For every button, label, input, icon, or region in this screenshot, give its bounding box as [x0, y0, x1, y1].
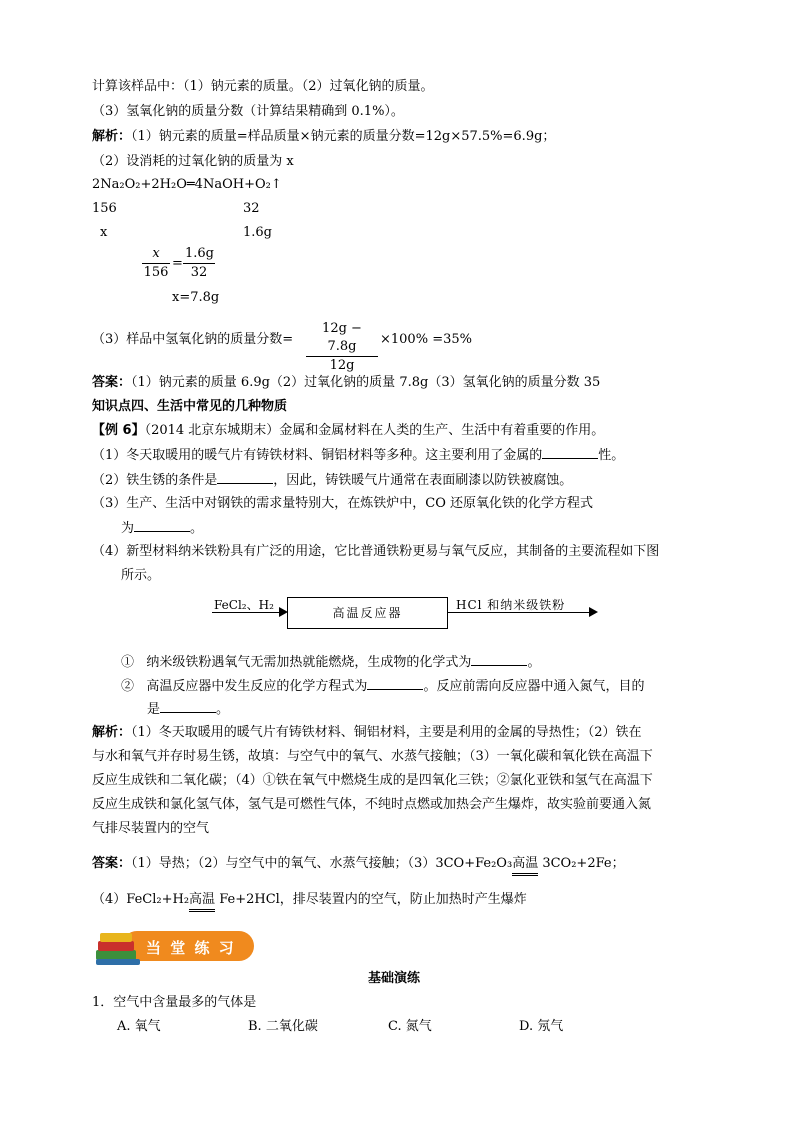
solution-value: x=7.8g: [172, 290, 220, 305]
reactor-box: 高温反应器: [287, 597, 448, 629]
mass-ratio: 32: [243, 201, 260, 216]
fraction-numerator: 12g − 7.8g: [306, 320, 378, 357]
question-text: 纳米级铁粉遇氧气无需加热就能燃烧，生成物的化学式为: [146, 655, 472, 670]
answer-text: （1）钠元素的质量 6.9g（2）过氧化钠的质量 7.8g（3）氢氧化钠的质量分数 35: [131, 375, 601, 390]
option-c: C. 氮气: [388, 1019, 432, 1034]
fraction-numerator: x: [142, 245, 170, 264]
equals-sign: =: [172, 256, 183, 271]
question-text: （1）冬天取暖用的暖气片有铸铁材料、铜铝材料等多种。这主要利用了金属的: [92, 448, 543, 463]
question-2: [92, 471, 572, 490]
analysis-line: [92, 724, 642, 742]
analysis-text: （3）样品中氢氧化钠的质量分数=: [92, 332, 294, 347]
question-text: ，因此，铸铁暖气片通常在表面刷漆以防铁被腐蚀。: [273, 473, 573, 488]
question-text: （2）铁生锈的条件是: [92, 473, 218, 488]
question-item: 1．空气中含量最多的气体是: [92, 995, 257, 1010]
analysis-text: 气排尽装置内的空气: [92, 821, 210, 836]
flow-arrow-in: [212, 612, 284, 613]
answer-text: Fe+2HCl，排尽装置内的空气，防止加热时产生爆炸: [219, 892, 527, 907]
answer-label: 答案：: [92, 375, 132, 390]
chemical-equation: 2Na₂O₂+2H₂O═4NaOH+O₂↑: [92, 177, 282, 192]
analysis-label: 解析：: [92, 725, 132, 740]
example-label: 【例 6】: [92, 423, 145, 438]
arrowhead-icon: [589, 607, 598, 617]
blank[interactable]: [217, 471, 273, 484]
section-heading: 知识点四、生活中常见的几种物质: [92, 399, 288, 414]
circled-number: ①: [121, 655, 135, 670]
example-text: （2014 北京东城期末）金属和金属材料在人类的生产、生活中有着重要的作用。: [144, 423, 605, 438]
question-text: 。: [190, 521, 204, 536]
subquestion-2-cont: [147, 700, 229, 719]
section-title: 基础演练: [368, 971, 421, 986]
flow-output-label: HCl 和纳米级铁粉: [456, 598, 566, 612]
option-b: B. 二氧化碳: [248, 1019, 318, 1034]
subquestion-2: [121, 677, 644, 696]
option-a: A. 氧气: [117, 1019, 161, 1034]
mass-ratio: 156: [92, 201, 117, 216]
reaction-condition: 高温: [512, 856, 539, 871]
fraction-percent: [306, 320, 378, 375]
answer-text: （4）FeCl₂+H₂: [92, 892, 190, 907]
answer-text: （1）导热；（2）与空气中的氧气、水蒸气接触；（3）3CO+Fe₂O₃: [131, 856, 513, 871]
question-text: 高温反应器中发生反应的化学方程式为: [146, 679, 368, 694]
analysis-text: （1）钠元素的质量=样品质量×钠元素的质量分数=12g×57.5%=6.9g；: [131, 129, 556, 144]
answer-line: [92, 374, 600, 392]
question-3-cont: [121, 519, 203, 538]
question-text: 。: [216, 702, 230, 717]
circled-number: ②: [121, 679, 135, 694]
question-4: （4）新型材料纳米铁粉具有广泛的用途，它比普通铁粉更易与氧气反应，其制备的主要流程如下图: [92, 544, 660, 559]
analysis-text: 反应生成铁和氯化氢气体，氢气是可燃性气体，不纯时点燃或加热会产生爆炸，故实验前要通入氮: [92, 797, 652, 812]
analysis-text: （1）冬天取暖用的暖气片有铸铁材料、铜铝材料，主要是利用的金属的导热性；（2）铁在: [131, 725, 642, 740]
answer-text: 3CO₂+2Fe；: [542, 856, 625, 871]
subquestion-1: [121, 653, 540, 672]
answer-line: [92, 855, 625, 873]
problem-text: （3）氢氧化钠的质量分数（计算结果精确到 0.1%）。: [92, 104, 404, 119]
blank[interactable]: [542, 446, 598, 459]
blank[interactable]: [471, 653, 527, 666]
analysis-text: （2）设消耗的过氧化钠的质量为 x: [92, 154, 294, 169]
question-text: 。反应前需向反应器中通入氮气，目的: [423, 679, 645, 694]
blank[interactable]: [134, 519, 190, 532]
flow-input-label: FeCl₂、H₂: [214, 598, 274, 612]
fraction-denominator: 156: [143, 265, 169, 280]
analysis-text: ×100% =35%: [380, 332, 472, 347]
fraction-denominator: 12g: [329, 358, 355, 373]
flow-arrow-out: [447, 612, 591, 613]
question-3: （3）生产、生活中对钢铁的需求量特别大，在炼铁炉中，CO 还原氧化铁的化学方程式: [92, 496, 594, 511]
analysis-line: [92, 128, 555, 146]
option-d: D. 氖气: [519, 1019, 564, 1034]
blank[interactable]: [160, 700, 216, 713]
answer-line: [92, 891, 527, 909]
question-text: 为: [121, 521, 135, 536]
analysis-text: 反应生成铁和二氧化碳；（4）①铁在氧气中燃烧生成的是四氧化三铁；②氯化亚铁和氢气在高温下: [92, 773, 653, 788]
analysis-text: 与水和氧气并存时易生锈，故填：与空气中的氧气、水蒸气接触；（3）一氧化碳和氧化铁在高温下: [92, 749, 653, 764]
analysis-label: 解析：: [92, 129, 132, 144]
practice-banner: [96, 928, 256, 968]
mass-ratio: x: [100, 225, 108, 240]
question-text: 是: [147, 702, 161, 717]
example-line: [92, 422, 604, 440]
fraction-left: [142, 245, 170, 282]
reaction-condition: 高温: [189, 892, 216, 907]
fraction-right: [183, 245, 215, 282]
banner-text: 当 堂 练 习: [146, 939, 236, 957]
problem-text: 计算该样品中：（1）钠元素的质量。（2）过氧化钠的质量。: [92, 79, 434, 94]
question-text: 性。: [598, 448, 625, 463]
question-text: 。: [527, 655, 541, 670]
blank[interactable]: [367, 677, 423, 690]
answer-label: 答案：: [92, 856, 132, 871]
fraction-numerator: 1.6g: [183, 245, 215, 264]
question-1: [92, 446, 624, 465]
fraction-denominator: 32: [190, 265, 208, 280]
question-4-cont: 所示。: [121, 568, 161, 583]
mass-ratio: 1.6g: [243, 225, 272, 240]
